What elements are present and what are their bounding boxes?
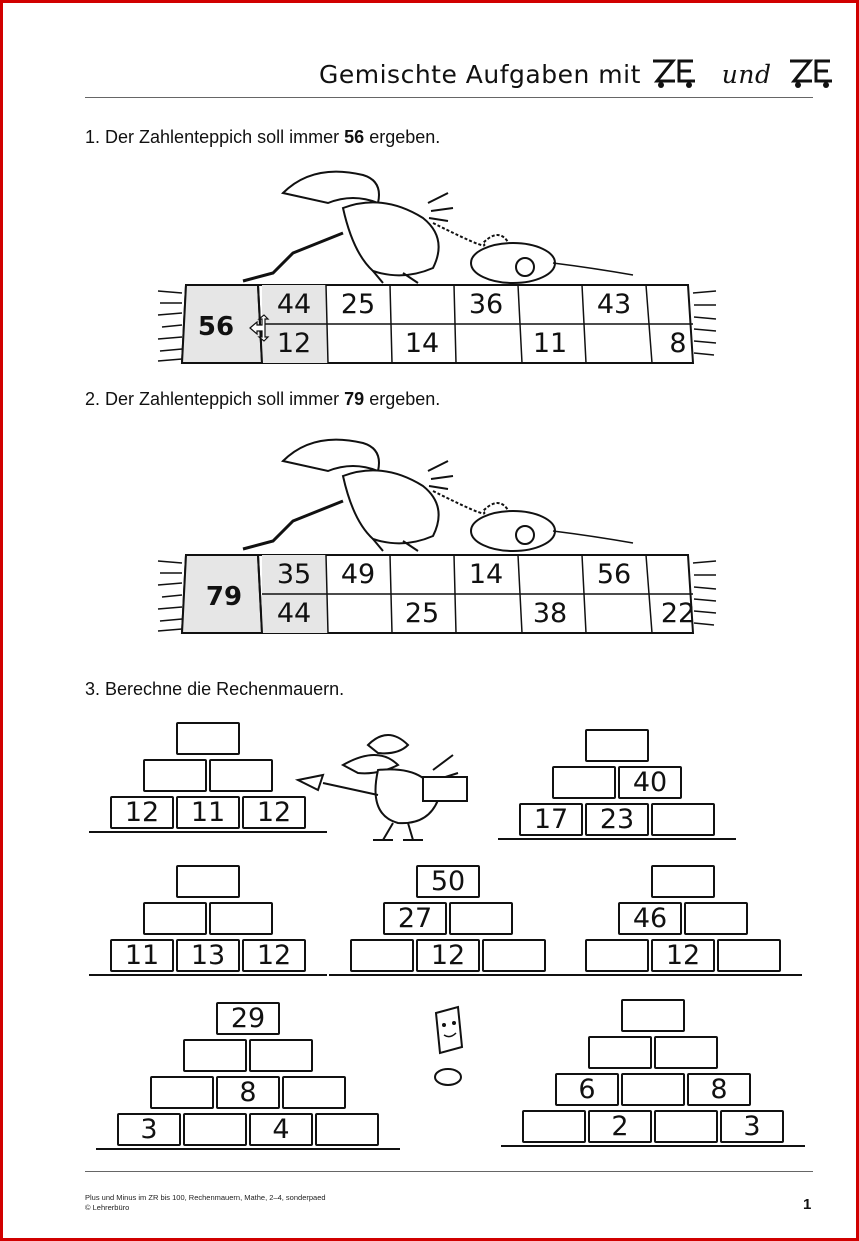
wall-brick: 8 bbox=[687, 1073, 751, 1106]
wall-brick[interactable] bbox=[209, 759, 273, 792]
wall-brick[interactable] bbox=[143, 902, 207, 935]
page-title bbox=[319, 55, 844, 89]
carpet-cell: 49 bbox=[340, 559, 376, 590]
footer-divider bbox=[85, 1171, 813, 1172]
carpet-cell: 11 bbox=[532, 328, 568, 359]
wall-brick[interactable] bbox=[350, 939, 414, 972]
wall-ground-line bbox=[89, 974, 327, 976]
footer-line-2: © Lehrerbüro bbox=[85, 1203, 130, 1212]
wall-brick[interactable] bbox=[176, 865, 240, 898]
wall-brick: 12 bbox=[110, 796, 174, 829]
footer-credits bbox=[85, 1193, 326, 1213]
carpet-cell: 8 bbox=[669, 328, 687, 359]
wall-brick: 4 bbox=[249, 1113, 313, 1146]
carpet-cell: 12 bbox=[276, 328, 312, 359]
wall-brick: 3 bbox=[720, 1110, 784, 1143]
wall-brick: 27 bbox=[383, 902, 447, 935]
carpet-cell[interactable] bbox=[518, 285, 582, 324]
task-3-heading: 3. Berechne die Rechenmauern. bbox=[85, 679, 345, 699]
carpet-cell[interactable] bbox=[582, 594, 646, 633]
crow-vacuum-illustration-2 bbox=[233, 431, 653, 553]
wall-ground-line bbox=[329, 974, 567, 976]
wall-brick: 12 bbox=[416, 939, 480, 972]
header-divider bbox=[85, 97, 813, 98]
wall-brick[interactable] bbox=[585, 939, 649, 972]
carpet-cell: 38 bbox=[532, 598, 568, 629]
carpet-cell: 36 bbox=[468, 289, 504, 320]
footer-line-1: Plus und Minus im ZR bis 100, Rechenmauern, Mathe, 2–4, sonderpaed bbox=[85, 1193, 326, 1202]
wall-brick[interactable] bbox=[552, 766, 616, 799]
carpet-cell: 25 bbox=[404, 598, 440, 629]
title-text: Gemischte Aufgaben mit bbox=[319, 60, 641, 89]
wall-brick[interactable] bbox=[482, 939, 546, 972]
wall-ground-line bbox=[498, 838, 736, 840]
wall-brick[interactable] bbox=[654, 1036, 718, 1069]
wall-brick[interactable] bbox=[717, 939, 781, 972]
wall-brick: 11 bbox=[176, 796, 240, 829]
carpet-cell[interactable] bbox=[326, 324, 390, 363]
crow-builder-illustration bbox=[288, 725, 488, 845]
wall-brick: 8 bbox=[216, 1076, 280, 1109]
carpet-cell: 14 bbox=[404, 328, 440, 359]
wall-brick[interactable] bbox=[315, 1113, 379, 1146]
wall-brick[interactable] bbox=[651, 865, 715, 898]
carpet-cell[interactable] bbox=[646, 555, 710, 594]
wall-brick[interactable] bbox=[449, 902, 513, 935]
wall-brick: 13 bbox=[176, 939, 240, 972]
wall-brick[interactable] bbox=[585, 729, 649, 762]
wall-brick: 29 bbox=[216, 1002, 280, 1035]
task-2-target: 79 bbox=[344, 389, 365, 409]
wall-brick[interactable] bbox=[209, 902, 273, 935]
carpet-1-target-number: 56 bbox=[197, 312, 235, 342]
wall-brick[interactable] bbox=[522, 1110, 586, 1143]
wall-brick[interactable] bbox=[684, 902, 748, 935]
task-1-target: 56 bbox=[344, 127, 365, 147]
wall-brick[interactable] bbox=[654, 1110, 718, 1143]
wall-brick[interactable] bbox=[282, 1076, 346, 1109]
wall-brick[interactable] bbox=[183, 1039, 247, 1072]
carpet-cell[interactable] bbox=[646, 285, 710, 324]
wall-brick: 50 bbox=[416, 865, 480, 898]
wall-ground-line bbox=[564, 974, 802, 976]
carpet-cell: 44 bbox=[276, 289, 312, 320]
wall-brick[interactable] bbox=[651, 803, 715, 836]
carpet-cell[interactable] bbox=[326, 594, 390, 633]
carpet-cell[interactable] bbox=[582, 324, 646, 363]
wall-brick: 12 bbox=[651, 939, 715, 972]
carpet-cell: 43 bbox=[596, 289, 632, 320]
wall-brick: 3 bbox=[117, 1113, 181, 1146]
ze-logo-right-icon bbox=[786, 55, 844, 89]
task-1-heading: 1. Der Zahlenteppich soll immer 56 ergeben. bbox=[85, 127, 441, 147]
carpet-cell: 35 bbox=[276, 559, 312, 590]
wall-brick: 12 bbox=[242, 796, 306, 829]
ze-logo-left-icon bbox=[649, 55, 707, 89]
wall-brick: 17 bbox=[519, 803, 583, 836]
wall-brick: 2 bbox=[588, 1110, 652, 1143]
carpet-cell: 22 bbox=[660, 598, 696, 629]
wall-brick[interactable] bbox=[588, 1036, 652, 1069]
carpet-cell: 44 bbox=[276, 598, 312, 629]
wall-brick[interactable] bbox=[176, 722, 240, 755]
wall-ground-line bbox=[501, 1145, 805, 1147]
title-connector: und bbox=[721, 60, 772, 89]
wall-brick[interactable] bbox=[621, 999, 685, 1032]
task-2-heading: 2. Der Zahlenteppich soll immer 79 ergeben. bbox=[85, 389, 441, 409]
wall-brick: 40 bbox=[618, 766, 682, 799]
wall-brick: 12 bbox=[242, 939, 306, 972]
wall-brick: 23 bbox=[585, 803, 649, 836]
wall-brick: 46 bbox=[618, 902, 682, 935]
wall-brick: 11 bbox=[110, 939, 174, 972]
crow-vacuum-illustration-1 bbox=[233, 163, 653, 285]
carpet-2-target-number: 79 bbox=[205, 582, 243, 612]
wall-brick: 6 bbox=[555, 1073, 619, 1106]
wall-brick[interactable] bbox=[621, 1073, 685, 1106]
carpet-cell[interactable] bbox=[390, 555, 454, 594]
carpet-cell: 56 bbox=[596, 559, 632, 590]
carpet-cell: 25 bbox=[340, 289, 376, 320]
carpet-cell[interactable] bbox=[454, 594, 518, 633]
wall-ground-line bbox=[96, 1148, 400, 1150]
eraser-mascot-illustration bbox=[428, 1003, 468, 1091]
page-number: 1 bbox=[803, 1196, 812, 1213]
carpet-cell[interactable] bbox=[518, 555, 582, 594]
wall-brick[interactable] bbox=[143, 759, 207, 792]
wall-brick[interactable] bbox=[249, 1039, 313, 1072]
wall-brick[interactable] bbox=[150, 1076, 214, 1109]
carpet-cell[interactable] bbox=[390, 285, 454, 324]
wall-brick[interactable] bbox=[183, 1113, 247, 1146]
wall-ground-line bbox=[89, 831, 327, 833]
carpet-cell[interactable] bbox=[454, 324, 518, 363]
carpet-cell: 14 bbox=[468, 559, 504, 590]
